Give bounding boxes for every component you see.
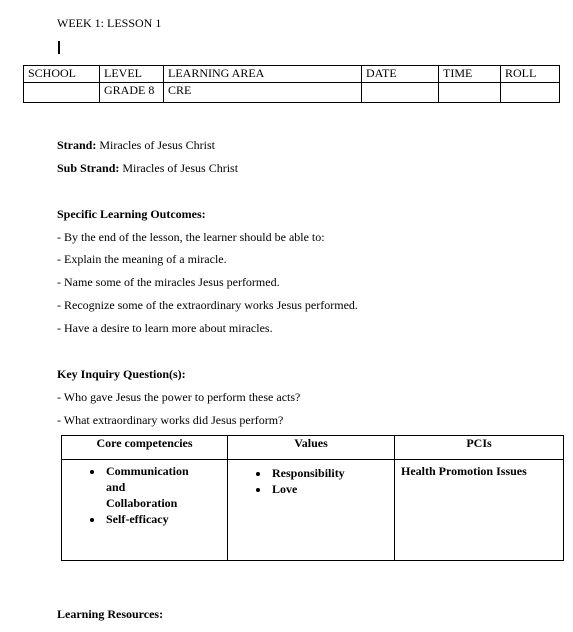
header-pcis: PCIs — [395, 436, 564, 460]
outcome-item: - Have a desire to learn more about miracles. — [57, 321, 273, 335]
pcis-cell — [395, 460, 564, 561]
value-date — [362, 83, 439, 103]
sub-strand-label: Sub Strand: — [57, 161, 120, 175]
header-values: Values — [228, 436, 395, 460]
inquiry-heading: Key Inquiry Question(s): — [57, 367, 186, 381]
competencies-body-row — [62, 460, 564, 561]
strand-label: Strand: — [57, 138, 97, 152]
value-school — [24, 83, 100, 103]
inquiry-item: - What extraordinary works did Jesus perform? — [57, 413, 284, 427]
lesson-info-table — [23, 65, 560, 103]
outcome-item: - Explain the meaning of a miracle. — [57, 252, 227, 266]
list-item: • Love — [270, 481, 390, 497]
values-cell — [228, 460, 395, 561]
value-level: GRADE 8 — [100, 83, 164, 103]
outcome-item: - Name some of the miracles Jesus performed. — [57, 275, 280, 289]
header-roll: ROLL — [501, 66, 560, 83]
header-date: DATE — [362, 66, 439, 83]
inquiry-item: - Who gave Jesus the power to perform these acts? — [57, 390, 301, 404]
value-roll — [501, 83, 560, 103]
header-time: TIME — [439, 66, 501, 83]
list-item: • Responsibility — [270, 465, 390, 481]
lesson-info-header-row — [24, 66, 560, 83]
competencies-table — [61, 435, 564, 561]
core-competencies-cell — [62, 460, 228, 561]
header-learning-area: LEARNING AREA — [164, 66, 362, 83]
resources-heading: Learning Resources: — [57, 607, 164, 621]
list-item: • Self-efficacy — [104, 511, 183, 527]
values-list — [232, 465, 390, 497]
pci-item: Health Promotion Issues — [401, 464, 527, 478]
sub-strand-value: Miracles of Jesus Christ — [119, 161, 239, 175]
header-core-competencies: Core competencies — [62, 436, 228, 460]
value-learning-area: CRE — [164, 83, 362, 103]
value-time — [439, 83, 501, 103]
strand-value: Miracles of Jesus Christ — [96, 138, 215, 152]
lesson-info-value-row — [24, 83, 560, 103]
text-cursor — [58, 41, 60, 54]
header-level: LEVEL — [100, 66, 164, 83]
strand-line — [57, 138, 215, 153]
outcome-item: - By the end of the lesson, the learner should be able to: — [57, 230, 325, 244]
outcomes-heading: Specific Learning Outcomes: — [57, 207, 206, 221]
page-title: WEEK 1: LESSON 1 — [57, 16, 162, 30]
competencies-header-row — [62, 436, 564, 460]
sub-strand-line — [57, 161, 238, 176]
header-school: SCHOOL — [24, 66, 100, 83]
list-item: • Communication and Collaboration — [104, 463, 183, 511]
core-competencies-list — [66, 463, 223, 527]
outcome-item: - Recognize some of the extraordinary works Jesus performed. — [57, 298, 358, 312]
